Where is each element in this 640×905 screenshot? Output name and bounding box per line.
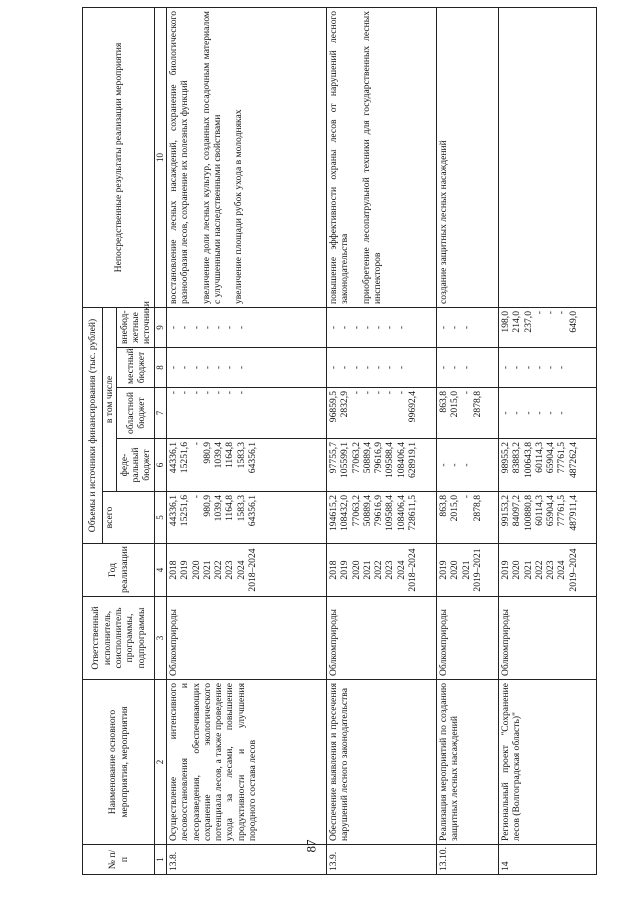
row-responsible: Облкомприроды bbox=[166, 597, 326, 680]
row-federal: 98955,2 83883,2 100643,8 60114,3 65904,4 77761,5 487262,4 bbox=[498, 439, 596, 492]
header-offbudget: внебюд-жетные источники bbox=[117, 308, 155, 348]
row-offbudget: - - - - - - - bbox=[166, 308, 326, 348]
col-number: 9 bbox=[155, 308, 167, 348]
row-total: 99153,2 84097,2 100880,8 60114,3 65904,4 77761,5 487911,4 bbox=[498, 492, 596, 544]
col-number: 5 bbox=[155, 492, 167, 544]
row-regional: - - - - - - bbox=[498, 388, 596, 439]
row-federal: - - - bbox=[436, 439, 498, 492]
row-responsible: Облкомприроды bbox=[326, 597, 436, 680]
row-no: 13.8. bbox=[166, 845, 326, 875]
table-row bbox=[326, 8, 436, 875]
row-name: Реализация мероприятий по созданию защитных лесных насаждений bbox=[436, 680, 498, 845]
table-row bbox=[498, 8, 596, 875]
row-local: - - - - - - - bbox=[326, 348, 436, 388]
row-no: 13.10. bbox=[436, 845, 498, 875]
row-total: 863,8 2015,0 - 2878,8 bbox=[436, 492, 498, 544]
row-offbudget: - - - - - - - bbox=[326, 308, 436, 348]
header-results: Непосредственные результаты реализации мероприятия bbox=[83, 8, 155, 308]
header-total: всего bbox=[103, 492, 155, 544]
row-years: 2019 2020 2021 2019–2021 bbox=[436, 544, 498, 597]
header-regional: областной бюджет bbox=[117, 388, 155, 439]
funding-table bbox=[82, 7, 597, 875]
row-name: Осуществление интенсивного лесовосстановления и лесоразведения, обеспечивающих сохранение экологического потенциала лесов, а также проведение ухода за лесами, повышение продуктивности и улучшения породного состава лесов bbox=[166, 680, 326, 845]
row-local: - - - - - - bbox=[498, 348, 596, 388]
row-results: повышение эффективности охраны лесов от нарушений лесного законодательства приобретение лесопатрульной техники для государственных лесных инспекторов bbox=[326, 8, 436, 308]
row-offbudget: - - - bbox=[436, 308, 498, 348]
page-number: 87 bbox=[303, 839, 319, 853]
col-number: 4 bbox=[155, 544, 167, 597]
row-results bbox=[498, 8, 596, 308]
row-name: Обеспечение выявления и пресечения нарушений лесного законодательства bbox=[326, 680, 436, 845]
row-no: 14 bbox=[498, 845, 596, 875]
col-number: 3 bbox=[155, 597, 167, 680]
row-federal: 44336,1 15251,6 - 980,9 1039,4 1164,8 1583,3 64356,1 bbox=[166, 439, 326, 492]
landscape-table-wrapper bbox=[82, 8, 640, 875]
row-results: создание защитных лесных насаждений bbox=[436, 8, 498, 308]
header-year: Год реализации bbox=[83, 544, 155, 597]
header-name: Наименование основного мероприятия, мероприятия bbox=[83, 680, 155, 845]
row-responsible: Облкомприроды bbox=[498, 597, 596, 680]
col-number: 1 bbox=[155, 845, 167, 875]
col-number: 8 bbox=[155, 348, 167, 388]
row-responsible: Облкомприроды bbox=[436, 597, 498, 680]
row-no: 13.9. bbox=[326, 845, 436, 875]
table-row bbox=[166, 8, 326, 875]
row-years: 2019 2020 2021 2022 2023 2024 2019–2024 bbox=[498, 544, 596, 597]
table-row bbox=[436, 8, 498, 875]
column-number-row bbox=[155, 8, 167, 875]
row-regional: 96859,5 2832,9 - - - - - 99692,4 bbox=[326, 388, 436, 439]
row-total: 44336,1 15251,6 - 980,9 1039,4 1164,8 1583,3 64356,1 bbox=[166, 492, 326, 544]
header-federal: феде-ральный бюджет bbox=[117, 439, 155, 492]
row-total: 194615,2 108432,0 77063,2 50889,4 79616,9 109588,4 108406,4 728611,5 bbox=[326, 492, 436, 544]
col-number: 6 bbox=[155, 439, 167, 492]
row-federal: 97755,7 105599,1 77063,2 50889,4 79616,9 109588,4 108406,4 628919,1 bbox=[326, 439, 436, 492]
row-results: восстановление лесных насаждений, сохранение биологического разнообразия лесов, сохранение их полезных функций увеличение доли лесных культур, созданных посадочным материалом с улучшенными наследственными свойствами увеличение площади рубок ухода в молодняках bbox=[166, 8, 326, 308]
row-offbudget: 198,0 214,0 237,0 - - - 649,0 bbox=[498, 308, 596, 348]
row-local: - - - - - - - bbox=[166, 348, 326, 388]
header-incl: в том числе bbox=[103, 308, 117, 492]
col-number: 2 bbox=[155, 680, 167, 845]
row-regional: 863,8 2015,0 - 2878,8 bbox=[436, 388, 498, 439]
row-years: 2018 2019 2020 2021 2022 2023 2024 2018–2024 bbox=[166, 544, 326, 597]
row-years: 2018 2019 2020 2021 2022 2023 2024 2018–2024 bbox=[326, 544, 436, 597]
col-number: 10 bbox=[155, 8, 167, 308]
row-local: - - - bbox=[436, 348, 498, 388]
header-no: № п/п bbox=[83, 845, 155, 875]
header-funding: Объемы и источники финансирования (тыс. рублей) bbox=[83, 308, 103, 544]
header-local: местный бюджет bbox=[117, 348, 155, 388]
header-responsible: Ответственный исполнитель, соисполнитель программы, подпрограммы bbox=[83, 597, 155, 680]
row-regional: - - - - - - - bbox=[166, 388, 326, 439]
row-name: Региональный проект "Сохранение лесов (Волгоградская область)" bbox=[498, 680, 596, 845]
col-number: 7 bbox=[155, 388, 167, 439]
